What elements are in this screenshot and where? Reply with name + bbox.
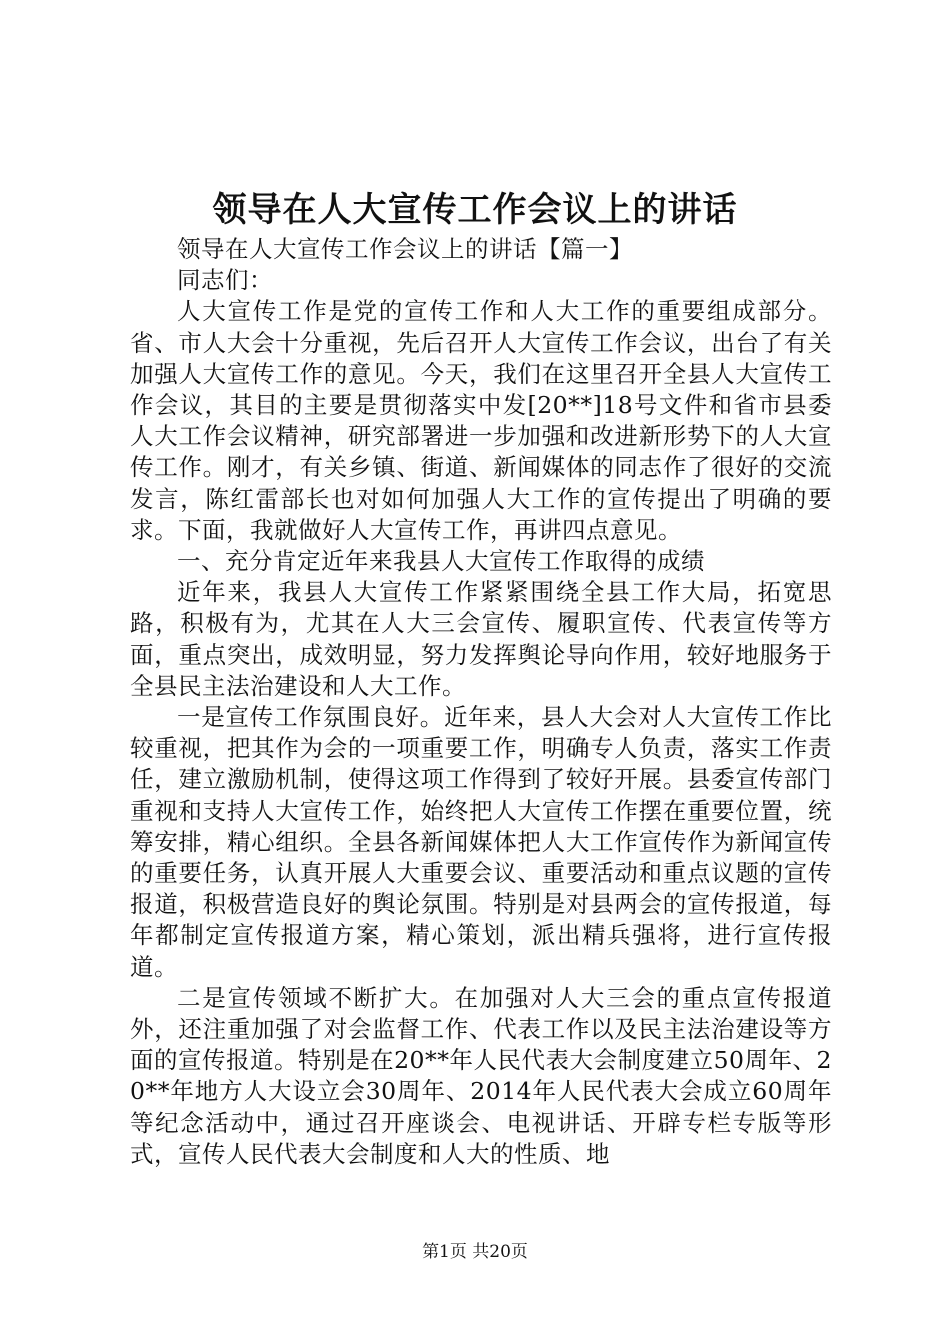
document-body bbox=[130, 234, 832, 1170]
body-paragraph: 二是宣传领域不断扩大。在加强对人大三会的重点宣传报道外，还注重加强了对会监督工作、代表工作以及民主法治建设等方面的宣传报道。特别是在20**年人民代表大会制度建立50周年、20**年地方人大设立会30周年、2014年人民代表大会成立60周年等纪念活动中，通过召开座谈会、电视讲话、开辟专栏专版等形式，宣传人民代表大会制度和人大的性质、地 bbox=[130, 983, 832, 1168]
subtitle-paragraph: 领导在人大宣传工作会议上的讲话【篇一】 bbox=[177, 235, 633, 263]
page-footer: 第1页 共20页 bbox=[422, 1242, 528, 1262]
section-heading: 一、充分肯定近年来我县人大宣传工作取得的成绩 bbox=[177, 547, 705, 576]
body-paragraph: 一是宣传工作氛围良好。近年来，县人大会对人大宣传工作比较重视，把其作为会的一项重要工作，明确专人负责，落实工作责任，建立激励机制，使得这项工作得到了较好开展。县委宣传部门重视和支持人大宣传工作，始终把人大宣传工作摆在重要位置，统筹安排，精心组织。全县各新闻媒体把人大工作宣传作为新闻宣传的重要任务，认真开展人大重要会议、重要活动和重点议题的宣传报道，积极营造良好的舆论氛围。特别是对县两会的宣传报道，每年都制定宣传报道方案，精心策划，派出精兵强将，进行宣传报道。 bbox=[130, 703, 832, 981]
body-paragraph: 人大宣传工作是党的宣传工作和人大工作的重要组成部分。省、市人大会十分重视，先后召开人大宣传工作会议，出台了有关加强人大宣传工作的意见。今天，我们在这里召开全县人大宣传工作会议，其目的主要是贯彻落实中发[20**]18号文件和省市县委人大工作会议精神，研究部署进一步加强和改进新形势下的人大宣传工作。刚才，有关乡镇、街道、新闻媒体的同志作了很好的交流发言，陈红雷部长也对如何加强人大工作的宣传提出了明确的要求。下面，我就做好人大宣传工作，再讲四点意见。 bbox=[130, 297, 832, 544]
document-title: 领导在人大宣传工作会议上的讲话 bbox=[212, 190, 738, 230]
salutation-paragraph: 同志们： bbox=[177, 266, 273, 295]
body-paragraph: 近年来，我县人大宣传工作紧紧围绕全县工作大局，拓宽思路，积极有为，尤其在人大三会宣传、履职宣传、代表宣传等方面，重点突出，成效明显，努力发挥舆论导向作用，较好地服务于全县民主法治建设和人大工作。 bbox=[130, 578, 832, 700]
